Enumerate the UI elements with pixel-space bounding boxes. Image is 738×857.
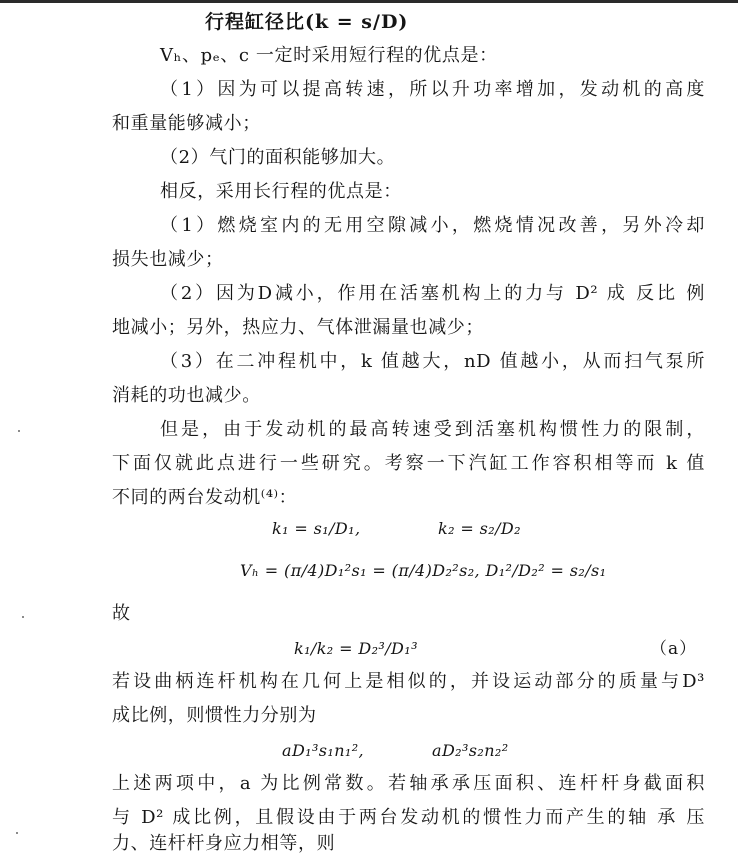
paragraph-line-14: 不同的两台发动机⁽⁴⁾： <box>112 487 298 508</box>
paragraph-line-13: 下面仅就此点进行一些研究。考察一下汽缸工作容积相等而 k 值 <box>112 453 705 474</box>
paragraph-line-8: （2）因为D减小，作用在活塞机构上的力与 D² 成 反比 例 <box>160 283 705 304</box>
equation-k2: k₂ = s₂/D₂ <box>438 519 521 538</box>
paragraph-line-4: （2）气门的面积能够加大。 <box>160 147 396 168</box>
page-top-rule <box>0 0 738 3</box>
equation-ratio: k₁/k₂ = D₂³/D₁³ <box>294 639 418 658</box>
paragraph-line-10: （3）在二冲程机中，k 值越大，nD 值越小，从而扫气泵所 <box>160 351 705 372</box>
paragraph-line-19: 力、连杆杆身应力相等，则 <box>112 833 336 854</box>
paragraph-line-2: （1）因为可以提高转速，所以升功率增加，发动机的高度 <box>160 79 705 100</box>
paragraph-line-11: 消耗的功也减少。 <box>112 385 261 406</box>
equation-label-a: （a） <box>650 639 698 659</box>
paragraph-gu: 故 <box>112 603 131 624</box>
scan-speck <box>22 616 24 618</box>
equation-vh: Vₕ = (π/4)D₁²s₁ = (π/4)D₂²s₂, D₁²/D₂² = s₂/s₁ <box>240 561 607 580</box>
paragraph-line-12: 但是，由于发动机的最高转速受到活塞机构惯性力的限制， <box>160 419 705 440</box>
paragraph-line-18: 与 D² 成比例，且假设由于两台发动机的惯性力而产生的轴 承 压 <box>112 807 705 828</box>
paragraph-line-5: 相反，采用长行程的优点是： <box>160 181 402 202</box>
scan-speck <box>18 430 20 432</box>
equation-force1: aD₁³s₁n₁², <box>282 741 365 760</box>
paragraph-line-6: （1）燃烧室内的无用空隙减小，燃烧情况改善，另外冷却 <box>160 215 705 236</box>
paragraph-line-1: Vₕ、pₑ、c 一定时采用短行程的优点是： <box>160 45 498 66</box>
paragraph-line-15: 若设曲柄连杆机构在几何上是相似的，并设运动部分的质量与D³ <box>112 671 705 692</box>
equation-k1: k₁ = s₁/D₁, <box>272 519 361 538</box>
paragraph-line-7: 损失也减少； <box>112 249 224 270</box>
section-heading: 行程缸径比(k = s/D) <box>205 11 409 33</box>
equation-force2: aD₂³s₂n₂² <box>432 741 509 760</box>
paragraph-line-16: 成比例，则惯性力分别为 <box>112 705 317 726</box>
paragraph-line-3: 和重量能够减小； <box>112 113 261 134</box>
paragraph-line-9: 地减小；另外，热应力、气体泄漏量也减少； <box>112 317 484 338</box>
paragraph-line-17: 上述两项中，a 为比例常数。若轴承承压面积、连杆杆身截面积 <box>112 773 705 794</box>
scan-speck <box>16 832 18 834</box>
